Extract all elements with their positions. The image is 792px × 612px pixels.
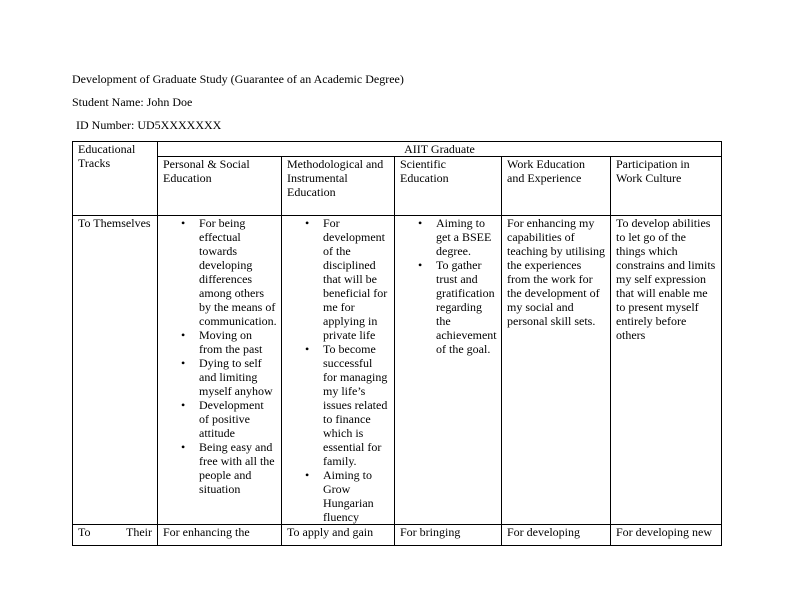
corner-label: Educational Tracks bbox=[78, 142, 136, 170]
scientific-cell bbox=[395, 216, 502, 525]
personal-cell bbox=[158, 525, 282, 546]
row-label-cell bbox=[73, 525, 158, 546]
column-header bbox=[282, 157, 395, 216]
column-header-work: Work Education and Experience bbox=[507, 157, 586, 185]
education-table bbox=[72, 141, 722, 546]
methodological-cell bbox=[282, 216, 395, 525]
table-row bbox=[73, 525, 722, 546]
row-label-right: Their bbox=[126, 525, 152, 539]
row-label: To Themselves bbox=[78, 216, 151, 230]
row-label bbox=[78, 525, 152, 539]
column-header bbox=[611, 157, 722, 216]
corner-label-cell bbox=[73, 142, 158, 216]
list-item: • For development of the disciplined that will be beneficial for me for applying in private life bbox=[323, 216, 389, 342]
list-item: • Aiming to get a BSEE degree. bbox=[436, 216, 496, 258]
bullet-list bbox=[400, 216, 496, 356]
list-item: • Aiming to Grow Hungarian fluency bbox=[323, 468, 389, 524]
list-item: • For being effectual towards developing differences among others by the means of communication. bbox=[199, 216, 276, 328]
cell-text: To develop abilities to let go of the things which constrains and limits my self expression that will enable me to present myself entirely before others bbox=[616, 216, 716, 342]
cell-text: For bringing bbox=[400, 525, 461, 539]
document-title: Development of Graduate Study (Guarantee of an Academic Degree) bbox=[72, 72, 404, 86]
list-item: • To gather trust and gratification regarding the achievement of the goal. bbox=[436, 258, 496, 356]
column-header-scientific: Scientific Education bbox=[400, 157, 449, 185]
list-item: • To become successful for managing my life’s issues related to finance which is essential for family. bbox=[323, 342, 389, 468]
culture-cell bbox=[611, 525, 722, 546]
work-cell bbox=[502, 216, 611, 525]
cell-text: For developing new bbox=[616, 525, 712, 539]
work-cell bbox=[502, 525, 611, 546]
list-item: • Being easy and free with all the people and situation bbox=[199, 440, 276, 496]
list-item: • Development of positive attitude bbox=[199, 398, 276, 440]
group-title: AIIT Graduate bbox=[404, 142, 475, 156]
personal-cell bbox=[158, 216, 282, 525]
column-header-culture: Participation in Work Culture bbox=[616, 157, 690, 185]
bullet-list bbox=[163, 216, 276, 496]
scientific-cell bbox=[395, 525, 502, 546]
cell-text: To apply and gain bbox=[287, 525, 374, 539]
list-item: • Dying to self and limiting myself anyhow bbox=[199, 356, 276, 398]
group-title-cell bbox=[158, 142, 722, 157]
list-item: • Moving on from the past bbox=[199, 328, 276, 356]
methodological-cell bbox=[282, 525, 395, 546]
cell-text: For enhancing my capabilities of teaching by utilising the experiences from the work for the development of my social and personal skill sets. bbox=[507, 216, 605, 328]
table-row bbox=[73, 216, 722, 525]
culture-cell bbox=[611, 216, 722, 525]
cell-text: For enhancing the bbox=[163, 525, 250, 539]
student-name: Student Name: John Doe bbox=[72, 95, 193, 109]
column-header-personal: Personal & Social Education bbox=[163, 157, 250, 185]
column-header bbox=[158, 157, 282, 216]
column-header bbox=[502, 157, 611, 216]
column-header-methodological: Methodological and Instrumental Education bbox=[287, 157, 384, 199]
cell-text: For developing bbox=[507, 525, 580, 539]
id-number: ID Number: UD5XXXXXXX bbox=[76, 118, 222, 132]
column-header-row bbox=[73, 157, 722, 216]
table-header-row bbox=[73, 142, 722, 157]
bullet-list bbox=[287, 216, 389, 524]
row-label-left: To bbox=[78, 525, 91, 539]
column-header bbox=[395, 157, 502, 216]
row-label-cell bbox=[73, 216, 158, 525]
